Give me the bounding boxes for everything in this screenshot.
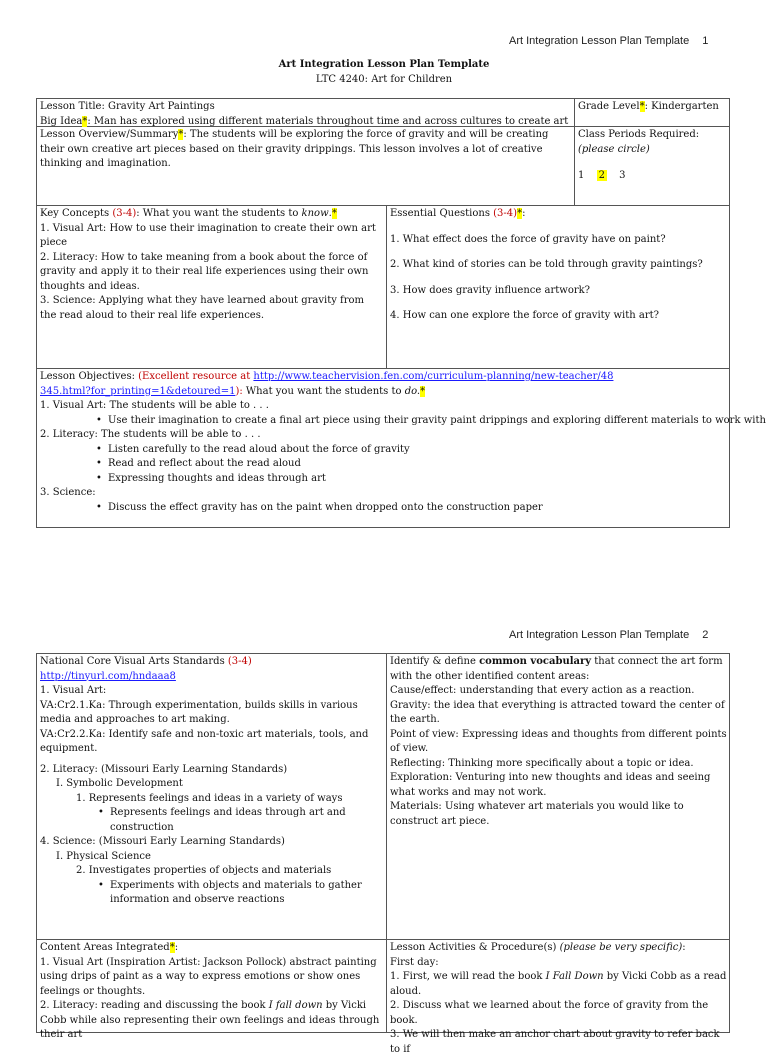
key-concepts-label: Key Concepts (3-4): What you want the students to know.*: [40, 208, 337, 219]
content-area-item: 1. Visual Art (Inspiration Artist: Jackson Pollock) abstract painting using drips of paint as a way to express emotions or show ones feelings or thoughts.: [40, 956, 377, 997]
key-concept-item: 3. Science: Applying what they have learned about gravity from the read aloud to their real life experiences.: [40, 295, 365, 321]
content-area-item: 2. Literacy: reading and discussing the book I fall down by Vicki Cobb while also representing their own feelings and ideas through their art: [40, 1000, 380, 1040]
page-number: 2: [702, 629, 709, 641]
objectives-cell: [37, 369, 766, 516]
document-title: [0, 58, 768, 87]
lesson-title-cell: [37, 99, 574, 130]
key-concept-item: 1. Visual Art: How to use their imagination to create their own art piece: [40, 222, 376, 248]
class-periods-label: Class Periods Required:: [578, 129, 700, 140]
big-idea: Big Idea*: Man has explored using different materials throughout time and across cultures to create art: [40, 115, 569, 127]
objective-bullet: • Discuss the effect gravity has on the paint when dropped onto the construction paper: [92, 501, 727, 516]
standards-bullet: • Experiments with objects and materials to gather information and observe reactions: [94, 879, 383, 908]
essential-question: 2. What kind of stories can be told through gravity paintings?: [390, 259, 703, 270]
essential-question: 1. What effect does the force of gravity have on paint?: [390, 233, 666, 245]
objective-bullet: • Read and reflect about the read aloud: [92, 457, 727, 472]
course-title: LTC 4240: Art for Children: [315, 73, 453, 85]
key-concept-item: 2. Literacy: How to take meaning from a book about the force of gravity and apply it to their real life experiences using their own thoughts and ideas.: [40, 251, 369, 292]
standards-label: National Core Visual Arts Standards (3-4) http://tinyurl.com/hndaaa8: [40, 656, 252, 682]
vocabulary-item: Gravity: the idea that everything is attracted toward the center of the earth.: [390, 699, 725, 725]
standards-lit-sub: I. Symbolic Development: [56, 778, 183, 789]
objective-bullet: • Use their imagination to create a final art piece using their gravity paint drippings and exploring different materials to work with: [92, 414, 727, 429]
activity-step: 3. We will then make an anchor chart about gravity to refer back to if: [390, 1029, 720, 1055]
standard-item: VA:Cr2.1.Ka: Through experimentation, builds skills in various media and approaches to art making.: [40, 699, 358, 725]
lesson-title: Lesson Title: Gravity Art Paintings: [40, 101, 215, 112]
standards-bullet: • Represents feelings and ideas through art and construction: [94, 806, 383, 835]
objectives-label: Lesson Objectives: (Excellent resource at http://www.teachervision.fen.com/curriculum-planning/new-teacher/48345.html?for_printing=1&detoured=1): What you want the students to do.*: [40, 371, 614, 397]
period-option-2[interactable]: 2: [598, 170, 605, 181]
template-title: Art Integration Lesson Plan Template: [278, 59, 490, 70]
period-option-1[interactable]: 1: [578, 170, 585, 181]
essential-question: 3. How does gravity influence artwork?: [390, 284, 591, 296]
class-periods-cell: [575, 127, 730, 185]
standards-lit-item: 1. Represents feelings and ideas in a variety of ways: [76, 792, 343, 804]
activities-day: First day:: [390, 956, 439, 968]
objective-heading: 3. Science:: [40, 487, 96, 498]
standards-science: 4. Science: (Missouri Early Learning Standards): [40, 836, 285, 847]
tinyurl-link[interactable]: http://tinyurl.com/hndaaa8: [40, 670, 176, 682]
standard-item: VA:Cr2.2.Ka: Identify safe and non-toxic art materials, tools, and equipment.: [40, 728, 369, 754]
teachervision-link[interactable]: http://www.teachervision.fen.com/curriculum-planning/new-teacher/48345.html?for_printing=1&detoured=1: [40, 371, 614, 397]
activity-step: 2. Discuss what we learned about the force of gravity from the book.: [390, 1000, 709, 1026]
running-title: Art Integration Lesson Plan Template: [509, 35, 690, 47]
objective-heading: 1. Visual Art: The students will be able to . . .: [40, 400, 269, 411]
running-header: [509, 34, 729, 50]
vocabulary-item: Point of view: Expressing ideas and thoughts from different points of view.: [390, 728, 727, 754]
essential-questions-label: Essential Questions (3-4)*:: [390, 208, 526, 219]
class-periods-note: (please circle): [578, 143, 650, 155]
vocabulary-item: Exploration: Venturing into new thoughts and ideas and seeing what works and may not work.: [390, 772, 711, 798]
objective-bullet: • Listen carefully to the read aloud about the force of gravity: [92, 443, 727, 458]
vocabulary-item: Cause/effect: understanding that every action as a reaction.: [390, 685, 695, 696]
class-periods-options: [578, 169, 727, 184]
objective-heading: 2. Literacy: The students will be able to . . .: [40, 429, 261, 440]
essential-question: 4. How can one explore the force of gravity with art?: [390, 310, 660, 321]
standards-cell: [37, 654, 386, 909]
overview-text: Lesson Overview/Summary*: The students will be exploring the force of gravity and will be creating their own creative art pieces based on their gravity drippings. This lesson involves a lot of creative thinking and imagination.: [40, 129, 549, 169]
content-areas-cell: [37, 940, 386, 1040]
vocabulary-cell: [387, 654, 730, 830]
content-areas-label: Content Areas Integrated*:: [40, 942, 179, 953]
objective-bullet: • Expressing thoughts and ideas through art: [92, 472, 727, 487]
standards-visual-art: 1. Visual Art:: [40, 685, 107, 696]
activities-cell: [387, 940, 730, 1055]
period-option-3[interactable]: 3: [619, 170, 626, 181]
vocabulary-item: Reflecting: Thinking more specifically about a topic or idea.: [390, 757, 694, 769]
running-header: [509, 628, 729, 644]
key-concepts-cell: [37, 206, 386, 324]
standards-sci-item: 2. Investigates properties of objects and materials: [76, 865, 332, 876]
overview-cell: [37, 127, 574, 173]
vocabulary-intro: Identify & define common vocabulary that connect the art form with the other identified content areas:: [390, 656, 723, 682]
activities-label: Lesson Activities & Procedure(s) (please be very specific):: [390, 942, 686, 953]
page-number: 1: [702, 35, 709, 47]
grade-level-cell: [575, 99, 730, 116]
essential-questions-cell: [387, 206, 730, 325]
standards-sci-sub: I. Physical Science: [56, 850, 151, 862]
vocabulary-item: Materials: Using whatever art materials you would like to construct art piece.: [390, 801, 684, 827]
grade-level: Grade Level*: Kindergarten: [578, 101, 719, 112]
standards-literacy: 2. Literacy: (Missouri Early Learning Standards): [40, 763, 288, 775]
running-title: Art Integration Lesson Plan Template: [509, 629, 690, 641]
activity-step: 1. First, we will read the book I Fall Down by Vicki Cobb as a read aloud.: [390, 971, 727, 997]
